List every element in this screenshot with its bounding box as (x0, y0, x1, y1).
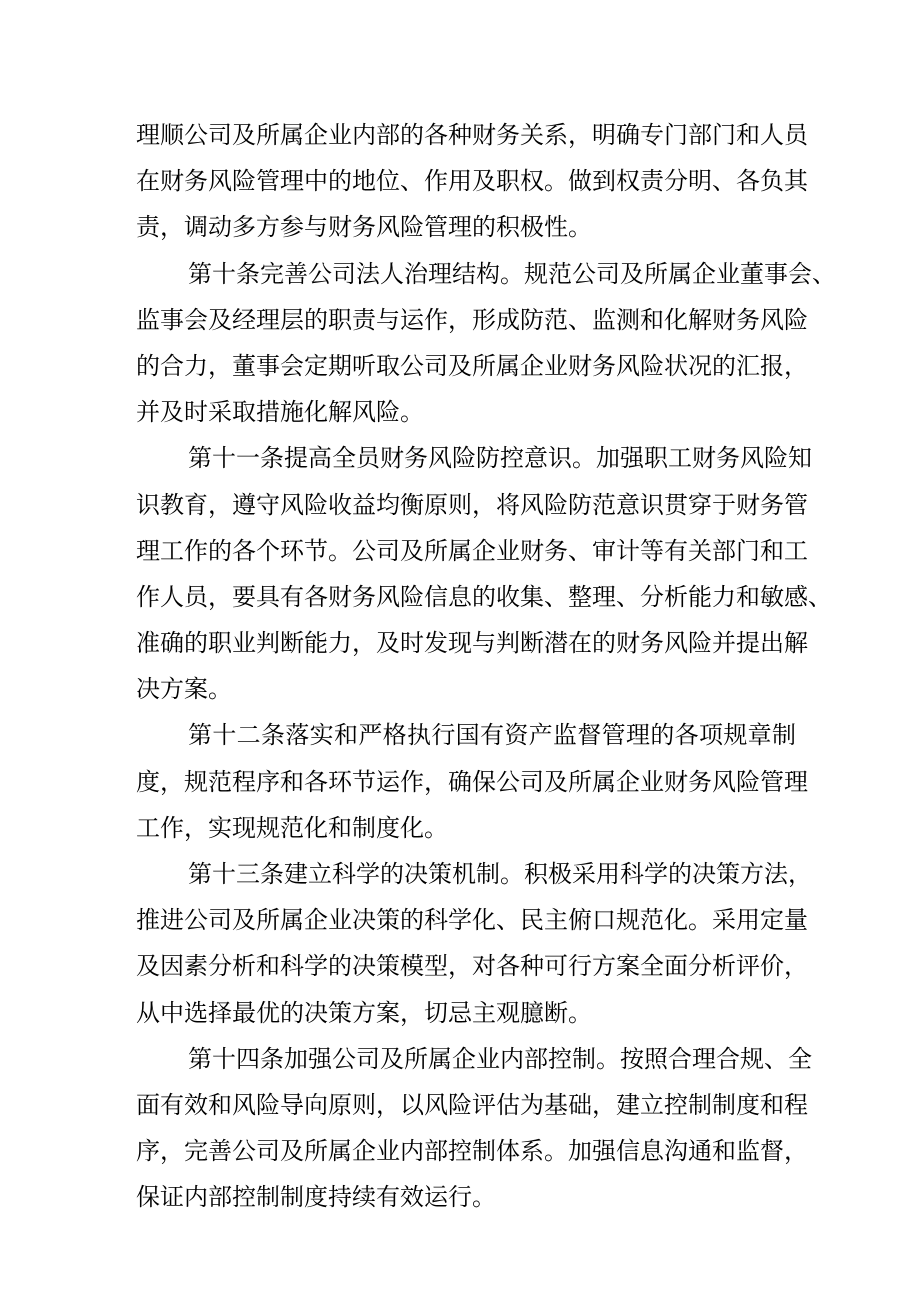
paragraph-first-line: 第十四条加强公司及所属企业内部控制。按照合理合规、全 (188, 1044, 812, 1073)
paragraph-first-line: 第十二条落实和严格执行国有资产监督管理的各项规章制 (188, 721, 796, 750)
paragraph-line: 监事会及经理层的职责与运作，形成防范、监测和化解财务风险 (136, 305, 808, 334)
paragraph-line: 作人员，要具有各财务风险信息的收集、整理、分析能力和敏感、 (136, 582, 832, 611)
paragraph-line: 度，规范程序和各环节运作，确保公司及所属企业财务风险管理 (136, 767, 808, 796)
paragraph-line: 识教育，遵守风险收益均衡原则，将风险防范意识贯穿于财务管 (136, 490, 808, 519)
paragraph-line: 理工作的各个环节。公司及所属企业财务、审计等有关部门和工 (136, 536, 808, 565)
paragraph-line: 及因素分析和科学的决策模型，对各种可行方案全面分析评价， (136, 952, 808, 981)
paragraph-line: 并及时采取措施化解风险。 (136, 398, 424, 427)
paragraph-line: 面有效和风险导向原则，以风险评估为基础，建立控制制度和程 (136, 1090, 808, 1119)
paragraph-line: 在财务风险管理中的地位、作用及职权。做到权责分明、各负其 (136, 167, 808, 196)
paragraph-first-line: 第十条完善公司法人治理结构。规范公司及所属企业董事会、 (188, 259, 836, 288)
paragraph-line: 决方案。 (136, 675, 232, 704)
paragraph-line: 准确的职业判断能力，及时发现与判断潜在的财务风险并提出解 (136, 629, 808, 658)
paragraph-first-line: 第十一条提高全员财务风险防控意识。加强职工财务风险知 (188, 444, 812, 473)
paragraph-line: 推进公司及所属企业决策的科学化、民主俯口规范化。采用定量 (136, 906, 808, 935)
paragraph-line: 责，调动多方参与财务风险管理的积极性。 (136, 213, 592, 242)
document-body (136, 112, 836, 1221)
paragraph-line: 的合力，董事会定期听取公司及所属企业财务风险状况的汇报， (136, 351, 808, 380)
paragraph-line: 从中选择最优的决策方案，切忌主观臆断。 (136, 998, 592, 1027)
paragraph-line: 序，完善公司及所属企业内部控制体系。加强信息沟通和监督， (136, 1137, 808, 1166)
paragraph-line: 保证内部控制制度持续有效运行。 (136, 1183, 496, 1212)
paragraph-line: 理顺公司及所属企业内部的各种财务关系，明确专门部门和人员 (136, 121, 808, 149)
paragraph-first-line: 第十三条建立科学的决策机制。积极采用科学的决策方法， (188, 860, 812, 888)
paragraph-line: 工作，实现规范化和制度化。 (136, 813, 448, 842)
